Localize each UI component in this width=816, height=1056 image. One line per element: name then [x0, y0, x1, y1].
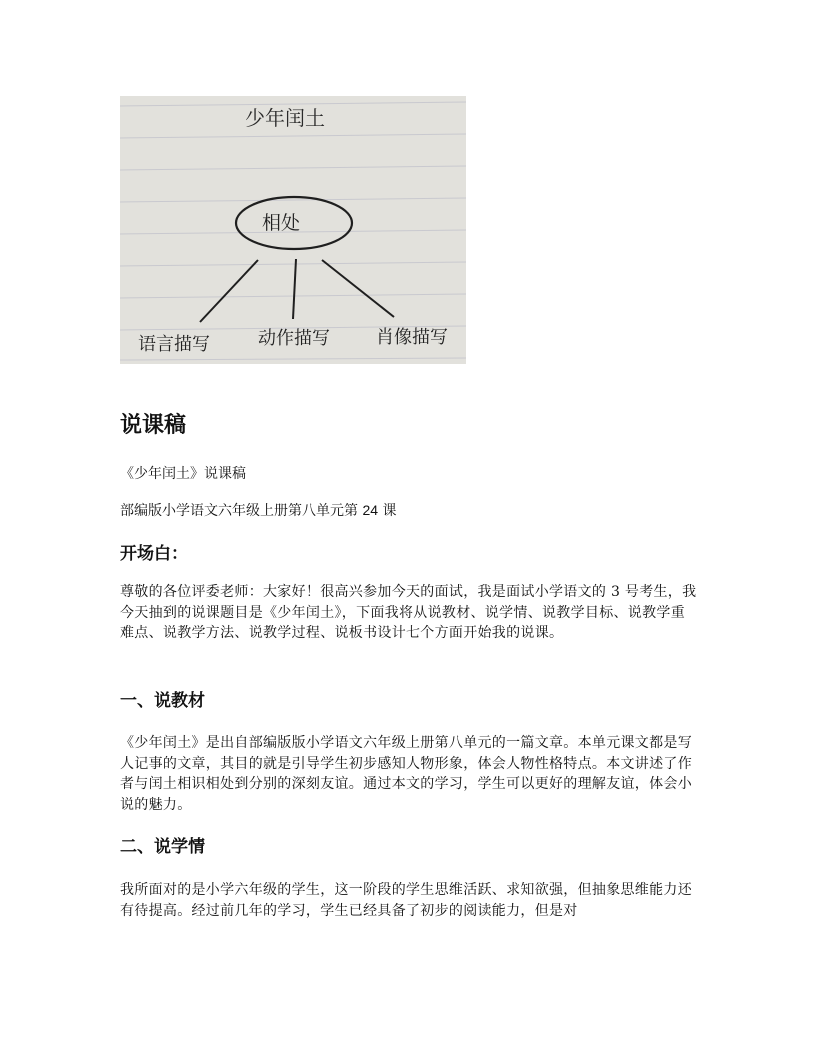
board-branch-language: 语言描写 — [138, 334, 210, 355]
document-heading: 说课稿 — [120, 413, 187, 438]
section-paragraph-textbook: 《少年闰土》是出自部编版版小学语文六年级上册第八单元的一篇文章。本单元课文都是写人记事的文章，其目的就是引导学生初步感知人物形象，体会人物性格特点。本文讲述了作者与闰土相识相处到分别的深刻友谊。通过本文的学习，学生可以更好的理解友谊，体会小说的魅力。 — [120, 735, 692, 813]
lesson-meta-suffix: 课 — [382, 503, 397, 519]
lesson-meta — [120, 500, 396, 521]
board-title: 少年闰土 — [245, 106, 325, 130]
lesson-meta-text: 部编版小学语文六年级上册第八单元第 — [120, 503, 358, 519]
board-branch-action: 动作描写 — [258, 328, 330, 349]
section-paragraph-opening: 尊敬的各位评委老师：大家好！很高兴参加今天的面试，我是面试小学语文的 3 号考生，我今天抽到的说课题目是《少年闰土》，下面我将从说教材、说学情、说教学目标、说教学重难点、说教学方法、说教学过程、说板书设计七个方面开始我的说课。 — [120, 584, 697, 641]
section-heading-opening: 开场白： — [120, 544, 188, 564]
board-design-photo — [120, 96, 466, 364]
section-heading-textbook: 一、说教材 — [120, 691, 205, 711]
document-subtitle: 《少年闰土》说课稿 — [120, 466, 246, 482]
section-paragraph-students: 我所面对的是小学六年级的学生，这一阶段的学生思维活跃、求知欲强，但抽象思维能力还有待提高。经过前几年的学习，学生已经具备了初步的阅读能力，但是对 — [120, 882, 692, 919]
board-branch-portrait: 肖像描写 — [376, 327, 448, 348]
section-heading-students: 二、说学情 — [120, 837, 205, 857]
board-sketch — [120, 96, 466, 364]
lesson-number: 24 — [362, 502, 379, 518]
board-center: 相处 — [262, 212, 301, 234]
